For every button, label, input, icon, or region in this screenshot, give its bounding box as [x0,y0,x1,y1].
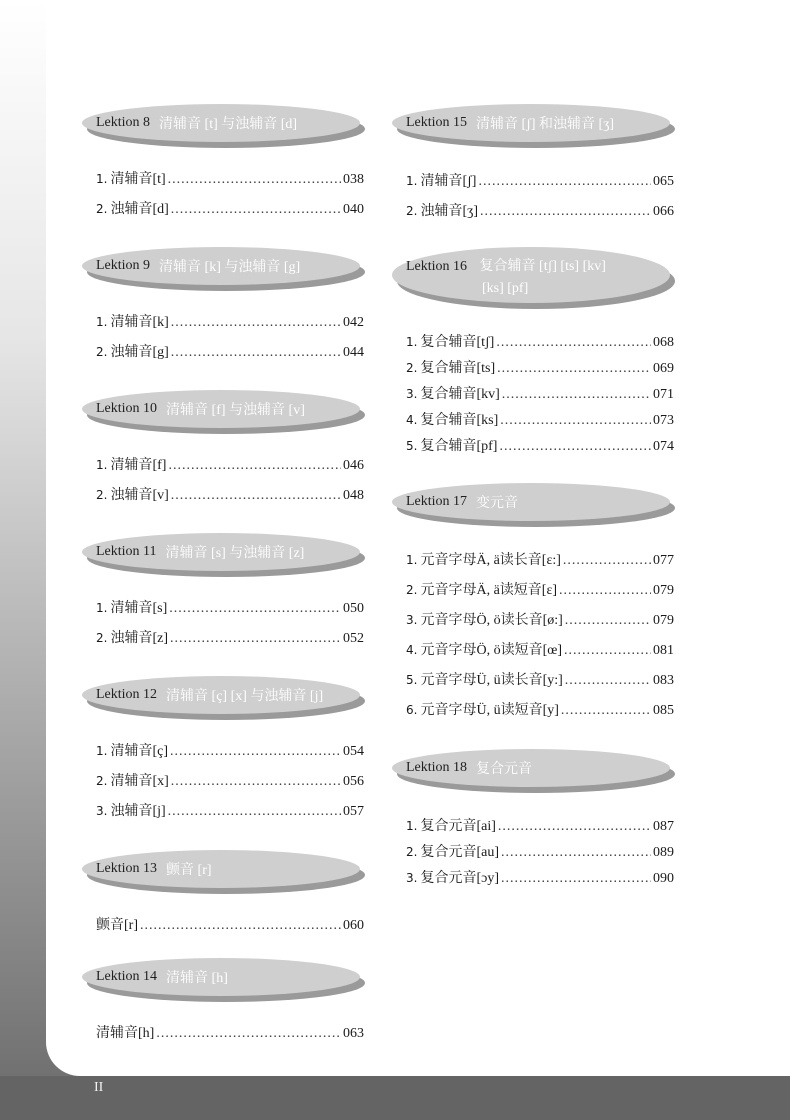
entry-number: 1. [406,174,418,188]
lesson-name: Lektion 8 [96,115,151,130]
entry-number: 2. [406,204,418,218]
lesson-name: Lektion 18 [406,760,468,775]
lesson-pill[interactable] [82,676,360,714]
entry-page: 079 [653,613,674,628]
toc-entry[interactable] [82,597,372,623]
toc-entry[interactable] [392,331,682,357]
toc-entry[interactable] [392,435,682,461]
entry-title: 浊辅音[ʒ] [420,204,478,219]
entry-title: 清辅音[ʃ] [420,174,477,189]
entry-page: 038 [343,172,364,187]
entry-number: 4. [406,413,418,427]
lesson-name: Lektion 16 [406,259,468,274]
lesson-header [82,390,372,434]
dot-leader [501,845,651,861]
entry-number: 1. [96,744,108,758]
lesson-header [82,850,372,894]
lesson-pill[interactable] [392,104,670,142]
entry-number: 5. [406,673,418,687]
toc-entry[interactable] [392,815,682,841]
entry-title: 复合元音[au] [420,845,499,860]
toc-entry[interactable] [82,1022,372,1048]
lesson-pill[interactable] [82,247,360,285]
dot-leader [480,204,651,220]
entry-number: 1. [96,315,108,329]
dot-leader [500,413,651,429]
entry-number: 2. [96,345,108,359]
entry-page: 052 [343,631,364,646]
entry-number: 2. [96,774,108,788]
lesson-topic: 清辅音 [h] [166,971,228,986]
entry-title: 浊辅音[z] [110,631,168,646]
entry-page: 090 [653,871,674,886]
lesson-header [82,533,372,577]
entry-title: 清辅音[t] [110,172,166,187]
entry-page: 068 [653,335,674,350]
lesson-name: Lektion 15 [406,115,468,130]
entry-page: 083 [653,673,674,688]
entry-page: 089 [653,845,674,860]
toc-entry[interactable] [392,639,682,665]
entry-page: 077 [653,553,674,568]
entry-page: 081 [653,643,674,658]
lesson-pill[interactable] [392,749,670,787]
toc-entry[interactable] [392,170,682,196]
toc-entry[interactable] [82,168,372,194]
entry-page: 066 [653,204,674,219]
entry-page: 040 [343,202,364,217]
entry-title: 元音字母Ä, ä读短音[ɛ] [420,583,557,598]
entry-number: 2. [96,631,108,645]
entry-page: 060 [343,918,364,933]
lesson-topic: 变元音 [476,496,519,511]
toc-entry[interactable] [392,549,682,575]
entry-title: 元音字母Ö, ö读短音[œ] [420,643,562,658]
entry-page: 050 [343,601,364,616]
toc-entry[interactable] [392,579,682,605]
toc-entry[interactable] [392,669,682,695]
dot-leader [501,871,651,887]
entry-title: 复合辅音[kv] [420,387,500,402]
entry-title: 复合辅音[tʃ] [420,335,495,350]
entry-number: 4. [406,643,418,657]
entry-page: 079 [653,583,674,598]
dot-leader [168,172,341,188]
lesson-topic: 清辅音 [f] 与浊辅音 [v] [166,403,305,418]
dot-leader [563,553,651,569]
entry-number: 1. [96,172,108,186]
entry-number: 5. [406,439,418,453]
toc-entry[interactable] [392,200,682,226]
toc-entry[interactable] [392,609,682,635]
entry-page: 044 [343,345,364,360]
dot-leader [564,643,651,659]
entry-title: 清辅音[k] [110,315,169,330]
dot-leader [561,703,651,719]
lesson-pill[interactable] [392,247,670,303]
dot-leader [171,488,341,504]
lesson-topic: 清辅音 [ç] [x] 与浊辅音 [j] [166,689,324,704]
entry-page: 085 [653,703,674,718]
toc-entry[interactable] [82,311,372,337]
entry-title: 清辅音[f] [110,458,167,473]
entry-number: 1. [96,601,108,615]
lesson-11 [82,533,372,653]
lesson-header [82,104,372,148]
dot-leader [170,744,341,760]
lesson-8 [82,104,372,224]
lesson-10 [82,390,372,510]
lesson-name: Lektion 11 [96,544,157,559]
entry-number: 2. [96,202,108,216]
entry-page: 087 [653,819,674,834]
lesson-topic: 清辅音 [ʃ] 和浊辅音 [ʒ] [476,117,615,132]
toc-entry[interactable] [392,841,682,867]
entry-number: 1. [406,819,418,833]
entry-page: 069 [653,361,674,376]
dot-leader [502,387,651,403]
lesson-9 [82,247,372,367]
lesson-pill[interactable] [82,850,360,888]
dot-leader [499,439,651,455]
lesson-header [392,247,682,309]
dot-leader [170,631,341,647]
dot-leader [140,918,341,934]
lesson-17 [392,483,682,725]
entry-number: 3. [406,613,418,627]
dot-leader [498,819,651,835]
lesson-name: Lektion 14 [96,969,158,984]
entry-number: 3. [406,871,418,885]
entry-title: 颤音[r] [96,918,138,933]
dot-leader [497,361,651,377]
toc-entry[interactable] [82,740,372,766]
lesson-header [392,104,682,148]
entry-title: 清辅音[ç] [110,744,168,759]
toc-entry[interactable] [392,867,682,893]
toc-entry[interactable] [82,341,372,367]
lesson-pill[interactable] [82,104,360,142]
toc-entry[interactable] [82,484,372,510]
dot-leader [171,202,341,218]
entry-page: 046 [343,458,364,473]
entry-page: 056 [343,774,364,789]
entry-title: 复合辅音[ks] [420,413,499,428]
lesson-name: Lektion 17 [406,494,468,509]
lesson-topic: 颤音 [r] [166,863,212,878]
entry-page: 054 [343,744,364,759]
dot-leader [565,673,651,689]
dot-leader [169,601,341,617]
entry-title: 元音字母Ä, ä读长音[ɛ:] [420,553,561,568]
lesson-name: Lektion 12 [96,687,158,702]
entry-title: 元音字母Ü, ü读短音[y] [420,703,559,718]
entry-title: 复合元音[ɔy] [420,871,499,886]
lesson-pill[interactable] [82,390,360,428]
entry-number: 2. [96,488,108,502]
entry-title: 复合辅音[ts] [420,361,496,376]
entry-number: 1. [96,458,108,472]
entry-page: 074 [653,439,674,454]
dot-leader [156,1026,341,1042]
entry-number: 2. [406,845,418,859]
entry-title: 浊辅音[g] [110,345,169,360]
lesson-15 [392,104,682,226]
lesson-name: Lektion 13 [96,861,158,876]
entry-title: 元音字母Ü, ü读长音[y:] [420,673,563,688]
lesson-18 [392,749,682,893]
lesson-header [82,958,372,1002]
lesson-pill[interactable] [82,533,360,571]
entry-page: 057 [343,804,364,819]
toc-entry[interactable] [82,770,372,796]
toc-entry[interactable] [82,198,372,224]
entry-page: 042 [343,315,364,330]
toc-entry[interactable] [392,357,682,383]
lesson-topic: 复合元音 [476,762,533,777]
entry-title: 元音字母Ö, ö读长音[ø:] [420,613,563,628]
entry-number: 3. [96,804,108,818]
entry-title: 浊辅音[v] [110,488,169,503]
toc-entry[interactable] [82,627,372,653]
toc-entry[interactable] [82,800,372,826]
entry-number: 3. [406,387,418,401]
lesson-13 [82,850,372,940]
lesson-header [392,749,682,793]
footer-bar [0,1076,790,1120]
entry-title: 浊辅音[j] [110,804,166,819]
entry-number: 6. [406,703,418,717]
entry-page: 063 [343,1026,364,1041]
dot-leader [478,174,651,190]
dot-leader [559,583,651,599]
lesson-topic: 清辅音 [t] 与浊辅音 [d] [159,117,298,132]
toc-entry[interactable] [392,409,682,435]
dot-leader [171,315,341,331]
entry-title: 清辅音[x] [110,774,169,789]
toc-entry[interactable] [82,914,372,940]
lesson-name: Lektion 10 [96,401,158,416]
dot-leader [171,774,341,790]
lesson-topic-continued: [ks] [pf] [482,281,529,296]
dot-leader [171,345,341,361]
entry-page: 048 [343,488,364,503]
lesson-16 [392,247,682,461]
entry-title: 复合辅音[pf] [420,439,498,454]
lesson-topic: 清辅音 [s] 与浊辅音 [z] [165,546,305,561]
page-number: II [94,1080,104,1095]
lesson-header [392,483,682,527]
lesson-pill[interactable] [392,483,670,521]
dot-leader [168,458,341,474]
entry-title: 清辅音[s] [110,601,168,616]
dot-leader [565,613,651,629]
entry-number: 2. [406,361,418,375]
dot-leader [496,335,651,351]
lesson-pill[interactable] [82,958,360,996]
toc-entry[interactable] [392,383,682,409]
lesson-12 [82,676,372,826]
entry-page: 065 [653,174,674,189]
entry-number: 1. [406,335,418,349]
entry-title: 复合元音[ai] [420,819,496,834]
entry-number: 1. [406,553,418,567]
entry-title: 清辅音[h] [96,1026,155,1041]
toc-entry[interactable] [392,699,682,725]
toc-entry[interactable] [82,454,372,480]
lesson-header [82,247,372,291]
entry-page: 071 [653,387,674,402]
entry-number: 2. [406,583,418,597]
lesson-header [82,676,372,720]
entry-page: 073 [653,413,674,428]
lesson-14 [82,958,372,1048]
lesson-topic: 清辅音 [k] 与浊辅音 [g] [159,260,301,275]
dot-leader [168,804,341,820]
entry-title: 浊辅音[d] [110,202,169,217]
lesson-topic: 复合辅音 [tʃ] [ts] [kv] [479,259,606,274]
lesson-name: Lektion 9 [96,258,151,273]
